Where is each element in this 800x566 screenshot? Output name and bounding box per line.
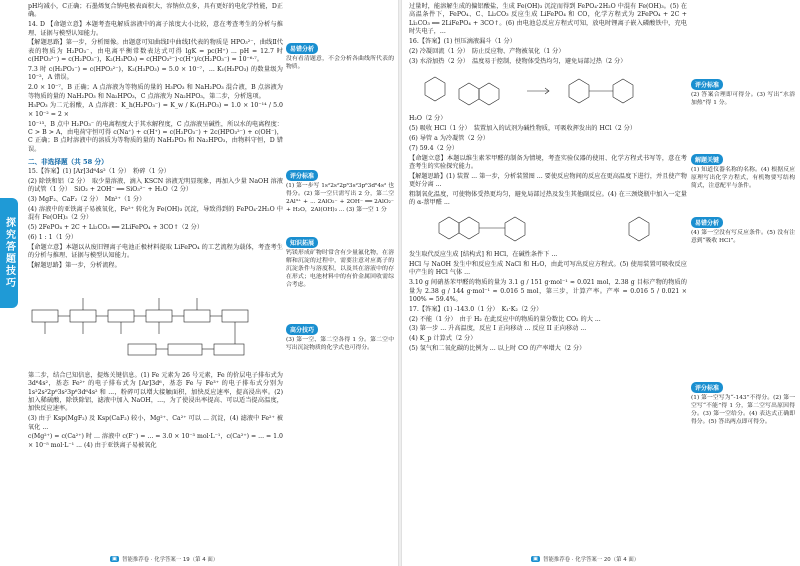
side-note [691, 375, 795, 426]
side-note-label: 知识拓展 [286, 237, 318, 248]
page-footer [110, 554, 218, 564]
paragraph: H₃PO₃ 为二元弱酸，A 点溶液：K_h(H₂PO₃⁻) = K_w / K₁(H₃PO₃) = 1.0 × 10⁻¹⁴ / 5.0 × 10⁻² = 2 × [28, 102, 283, 118]
answer-line: (5) 2FePO₄ + 2C + Li₂CO₃ ══ 2LiFePO₄ + 3CO↑（2 分） [28, 224, 204, 232]
side-note [691, 72, 795, 107]
paragraph: 发生取代反应生成 [结构式] 和 HCl，在碱性条件下 ... [409, 251, 558, 259]
left-main-column [28, 3, 283, 452]
answer-line: (2) 除铁和铝（2 分） 取少量溶液，滴入 KSCN 溶液无明显现象，再加入少量 NaOH 溶液的试管（1 分） SiO₂ + 2OH⁻ ══ SiO₃²⁻ + H₂O（2 分） [28, 178, 283, 194]
answer-line: 16.【答案】(1) 恒压滴液漏斗（1 分） [409, 38, 516, 46]
side-note-text: (1) 第一步写 1s²2s²2p⁶3s²3p⁶3d⁶4s² 也得分。(2) 第一空只需写出 2 分，第二空 2Al³⁺ + ... 2AlO₂⁻ + 2OH⁻ ══ 2AlO₂⁻ + H₂O，2Al(OH)₃ ... (3) 第一空 1 分 [286, 183, 394, 213]
side-note-text: 没有看清题意，不会分析各曲线所代表的物质。 [286, 56, 394, 70]
paragraph: (3) 由于 Ksp(MgF₂) 及 Ksp(CaF₂) 较小，Mg²⁺、Ca²⁺ 可以 ... 沉淀，(4) 滤液中 Fe²⁺ 被氧化 ... [28, 415, 283, 431]
paragraph: 7.3 时 c(H₂PO₃⁻) = c(HPO₃²⁻)，K₂(H₃PO₃) = 5.0 × 10⁻⁷，... K₁(H₃PO₃) 的数量级为 10⁻²，A 错误。 [28, 66, 283, 82]
answer-line: (4) 溶液中的亚铁离子易被氧化，Fe²⁺ 转化为 Fe(OH)₃ 沉淀，导致得到的 FePO₄·2H₂O 中混有 Fe(OH)₃（2 分） [28, 206, 283, 222]
paragraph: 【解题思路】第一步，分析流程。 [28, 262, 121, 270]
paragraph: pH均减小，C正确；石墨烯复合钠电极表面积大，容钠位点多，具有更好的电化学性能，D正确。 [28, 3, 283, 19]
paragraph: c(Mg²⁺) = c(Ca²⁺) 时 ... 溶液中 c(F⁻) = ... = 3.0 × 10⁻³ mol·L⁻¹，c(Ca²⁺) = ... = 1.0 × 10⁻⁵ mol·L⁻¹ ... (4) 由于亚铁离子易被氧化 [28, 433, 283, 449]
answer-line: (3) 第一步 ... 升高温度，反应 I 正向移动 ... 反应 II 正向移动 ... [409, 325, 587, 333]
side-note-text: 钙镁形成矿物时常含有少量氟化物，在溶解和沉淀的过程中，需要注意对应离子的沉淀条件与溶度积，以及其在溶液中的存在形式；电池材料中的有价金属回收需综合考虑。 [286, 250, 394, 288]
paragraph: 粗制氧化温度，可使物体受热更均匀，避免局部过热及发生其他副反应。(4) 在三颈烧瓶中加入一定量的 α-萘甲醛 ... [409, 191, 687, 207]
side-note-label: 高分技巧 [286, 324, 318, 335]
right-page [401, 0, 800, 566]
side-note [286, 317, 394, 352]
answer-line: (2) 冷凝回流（1 分） 防止反应物、产物被氧化（1 分） [409, 47, 565, 55]
paragraph: 3.10 g 间硝基苯甲醛的物质的量为 3.1 g / 151 g·mol⁻¹ ≈ 0.021 mol，2.38 g 目标产物的物质的量为 2.38 g / 144 g·mol⁻¹ ≈ 0.016 5 mol，第三步，计算产率。产率 = 0.016 5 / 0.021 × 100% = 59.4%。 [409, 279, 687, 304]
right-side-notes [691, 32, 795, 432]
reaction-equation-diagram [409, 69, 687, 109]
paragraph: 【命题立意】本题以从废旧锂离子电池正极材料提取 LiFePO₄ 的工艺流程为载体，考查考生的分析与推理、证据与模型认知能力。 [28, 243, 283, 260]
answer-line: (2) 不能（1 分） 由于 H₂ 在此反应中的物质的量分数比 CO₂ 的大 ... [409, 315, 601, 323]
brand-logo-icon: ▣ [112, 556, 118, 562]
process-flow-diagram [28, 274, 283, 366]
side-note-label: 评分标准 [691, 382, 723, 393]
footer-text: 智能推荐卷 · 化学答案一 20（第 4 面） [543, 557, 640, 563]
page-footer [531, 554, 639, 564]
question-14-header: 14. D 【命题立意】本题考查电解质溶液中的离子浓度大小比较，意在考查考生的分析与推理、证据与模型认知能力。 [28, 21, 283, 37]
side-note-text: (1) 知道仪器名称的名称。(4) 根据反应原理写出化学方程式，有机物要写结构简式，注意配平与条件。 [691, 167, 795, 189]
side-note [691, 210, 795, 245]
paragraph: 2.0 × 10⁻⁷，B 正确；A 点溶液为等物质的量的 H₃PO₃ 和 NaH₂PO₃ 混合液，B 点溶液为等物质的量的 NaH₂PO₃ 和 Na₂HPO₃，C 点溶液为 Na₂HPO₃，第二步，分析选项。 [28, 84, 283, 100]
side-tab[interactable]: 探究答题技巧 [0, 198, 18, 308]
paragraph: 【解题思路】(1) 装置 ... 第一步，分析装置图 ... 要使反应物间的反应在更高温度下进行，并且使产物更好分离 ... [409, 172, 687, 189]
right-main-column [409, 3, 687, 355]
answer-line: (4) K_p 计算式（2 分） [409, 335, 477, 343]
side-note [286, 36, 394, 71]
section-heading: 二、非选择题（共 58 分） [28, 158, 108, 167]
answer-line: (6) 导管 a 为冷凝管（2 分） [409, 135, 489, 142]
side-note-label: 评分标准 [286, 170, 318, 181]
footer-text: 智能推荐卷 · 化学答案一 19（第 4 面） [122, 557, 219, 563]
answer-line: 17.【答案】(1) -143.0（1 分） K₁·K₂（2 分） [409, 305, 543, 313]
left-side-notes [286, 36, 394, 358]
side-note-text: (4) 第一空没有写反应条件。(5) 没有注意到“吸收 HCl”。 [691, 230, 795, 244]
side-note-label: 评分标准 [691, 79, 723, 90]
side-note-label: 易错分析 [691, 217, 723, 228]
side-note [286, 163, 394, 214]
paragraph: HCl 与 NaOH 发生中和反应生成 NaCl 和 H₂O，由此可写出反应方程式。(5) 使用装置可吸收反应中产生的 HCl 气体 ... [409, 261, 687, 277]
paragraph: 【解题思路】第一步，分析图像。由题意可知曲线Ⅰ中曲线Ⅰ代表的物质是 HPO₃²⁻，曲线Ⅱ代表的物质为 H₂PO₃⁻，由电离平衡常数表达式可得 lgK = pc(H⁺) ... pH = 12.7 时 c(HPO₃²⁻) = c(H₂PO₃⁻)，K₂(H₃PO₃) = c(HPO₃²⁻)·c(H⁺)/c(H₂PO₃⁻) = 10⁻⁶·⁷。 [28, 39, 283, 64]
paragraph: 第二步，结合已知信息，提炼关键信息。(1) Fe 元素为 26 号元素，Fe 的价层电子排布式为 3d⁶4s²，基态 Fe²⁺ 的电子排布式为 [Ar]3d⁶，基态 Fe 与 Fe³⁺ 的电子排布式分别为 1s²2s²2p⁶3s²3p⁶3d⁶4s² 和 ...，粉碎可以增大接触面积，加快反应速率，提高浸出率。(2) 加入稀硫酸，除铁除铝，滤液中加入 NaOH，...，为了使浸出率提高、可以适当提高温度，加快反应速率。 [28, 371, 283, 413]
answer-line: (7) 59.4（2 分） [409, 144, 458, 152]
answer-line: (5) 吸收 HCl（1 分） 装置加入的试剂为碱性物质，可吸收挥发出的 HCl（2 分） [409, 125, 637, 133]
paragraph: 【命题立意】本题以维生素苯甲醛的制备为情境，考查实验仪器的使用、化学方程式书写等，意在考查考生的实验探究能力。 [409, 154, 687, 170]
side-note [286, 230, 394, 289]
side-note-text: (1) 第一空写为“-143”不得分。(2) 第一空写“不能”得 1 分，第二空写出原因得分。(3) 第一空给分。(4) 表达式正确即得分。(5) 答出两点即可得分。 [691, 395, 795, 425]
left-page [0, 0, 399, 566]
brand-logo-icon: ▣ [533, 556, 539, 562]
side-note [691, 147, 795, 190]
side-note-text: (3) 第一空、第二空各得 1 分。第二空中写出沉淀物质的化学式也可得分。 [286, 337, 394, 351]
answer-line: (3) 水浴加热（2 分） 温度易于控制，使物体受热均匀，避免局部过热（2 分） [409, 57, 627, 65]
side-note-label: 解题关键 [691, 154, 723, 165]
answer-line: (3) MgF₂、CaF₂（2 分） Mn²⁺（1 分） [28, 196, 146, 204]
paragraph: 过量时，能溶解生成的偏铝酸盐，生成 Fe(OH)₃ 沉淀而得到 FePO₄·2H₂O 中混有 Fe(OH)₃。(5) 在高温条件下，FePO₄、C、Li₂CO₃ 反应生成 LiFePO₄ 和 CO，化学方程式为 2FePO₄ + 2C + Li₂CO₃ ══ 2LiFePO₄ + 3CO↑。(6) 由电池总反应方程式可知，放电时锂离子嵌入磷酸铁中，充电时失电子，... [409, 3, 687, 36]
product-structure-diagram [409, 211, 687, 245]
paragraph: 10⁻¹³，B 点中 H₂PO₃⁻ 的电离程度大于其水解程度，C 点溶液呈碱性，所以水的电离程度：C > B > A，由电荷守恒可得 c(Na⁺) + c(H⁺) = c(H₂PO₃⁻) + 2c(HPO₃²⁻) + c(OH⁻)，C 正确；B 点时溶液中的溶质为等物质的量的 NaH₂PO₃ 和 Na₂HPO₃，由物料守恒，D 错误。 [28, 120, 283, 153]
answer-line: H₂O（2 分） [409, 115, 447, 123]
answer-line: (6) 1 : 1（1 分） [28, 234, 78, 242]
side-note-label: 易错分析 [286, 43, 318, 54]
side-note-text: (2) 答案合理即可得分。(3) 写出“水浴加热”得 1 分。 [691, 92, 795, 106]
answer-line: (5) 氢气和二氧化碳的比例为 ... 以上时 CO 的产率增大（2 分） [409, 345, 586, 352]
answer-line: 15.【答案】(1) [Ar]3d⁶4s²（1 分） 粉碎（1 分） [28, 168, 170, 176]
